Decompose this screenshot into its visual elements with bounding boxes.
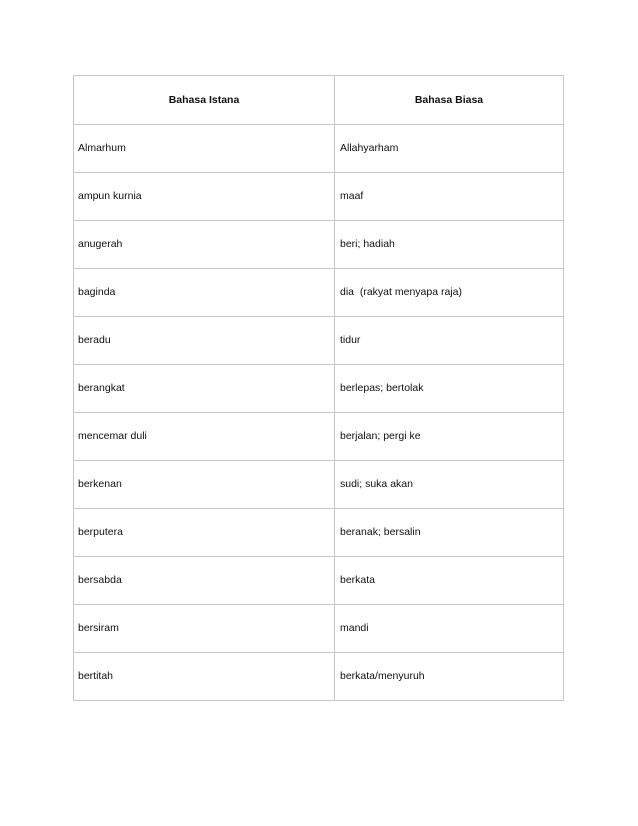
biasa-word: maaf bbox=[335, 173, 564, 221]
biasa-word: berkata bbox=[335, 557, 564, 605]
vocabulary-table-container bbox=[73, 75, 563, 701]
istana-word: baginda bbox=[74, 269, 335, 317]
table-row bbox=[74, 317, 564, 365]
table-row bbox=[74, 461, 564, 509]
biasa-word: tidur bbox=[335, 317, 564, 365]
istana-word: anugerah bbox=[74, 221, 335, 269]
table-row bbox=[74, 557, 564, 605]
biasa-word: sudi; suka akan bbox=[335, 461, 564, 509]
table-row bbox=[74, 269, 564, 317]
table-row bbox=[74, 173, 564, 221]
table-header-row bbox=[74, 76, 564, 125]
istana-word: bertitah bbox=[74, 653, 335, 701]
table-row bbox=[74, 509, 564, 557]
istana-word: bersiram bbox=[74, 605, 335, 653]
biasa-word: berlepas; bertolak bbox=[335, 365, 564, 413]
istana-word: bersabda bbox=[74, 557, 335, 605]
table-row bbox=[74, 605, 564, 653]
table-row bbox=[74, 413, 564, 461]
biasa-word: berjalan; pergi ke bbox=[335, 413, 564, 461]
istana-word: berputera bbox=[74, 509, 335, 557]
istana-word: mencemar duli bbox=[74, 413, 335, 461]
biasa-word: mandi bbox=[335, 605, 564, 653]
istana-word: Almarhum bbox=[74, 125, 335, 173]
biasa-word: dia (rakyat menyapa raja) bbox=[335, 269, 564, 317]
biasa-word: Allahyarham bbox=[335, 125, 564, 173]
header-bahasa-istana: Bahasa Istana bbox=[74, 76, 335, 125]
biasa-word: beranak; bersalin bbox=[335, 509, 564, 557]
table-row bbox=[74, 125, 564, 173]
header-bahasa-biasa: Bahasa Biasa bbox=[335, 76, 564, 125]
istana-word: beradu bbox=[74, 317, 335, 365]
table-row bbox=[74, 221, 564, 269]
biasa-word: berkata/menyuruh bbox=[335, 653, 564, 701]
table-row bbox=[74, 653, 564, 701]
istana-word: ampun kurnia bbox=[74, 173, 335, 221]
biasa-word: beri; hadiah bbox=[335, 221, 564, 269]
istana-word: berangkat bbox=[74, 365, 335, 413]
table-row bbox=[74, 365, 564, 413]
istana-word: berkenan bbox=[74, 461, 335, 509]
vocabulary-table bbox=[73, 75, 564, 701]
